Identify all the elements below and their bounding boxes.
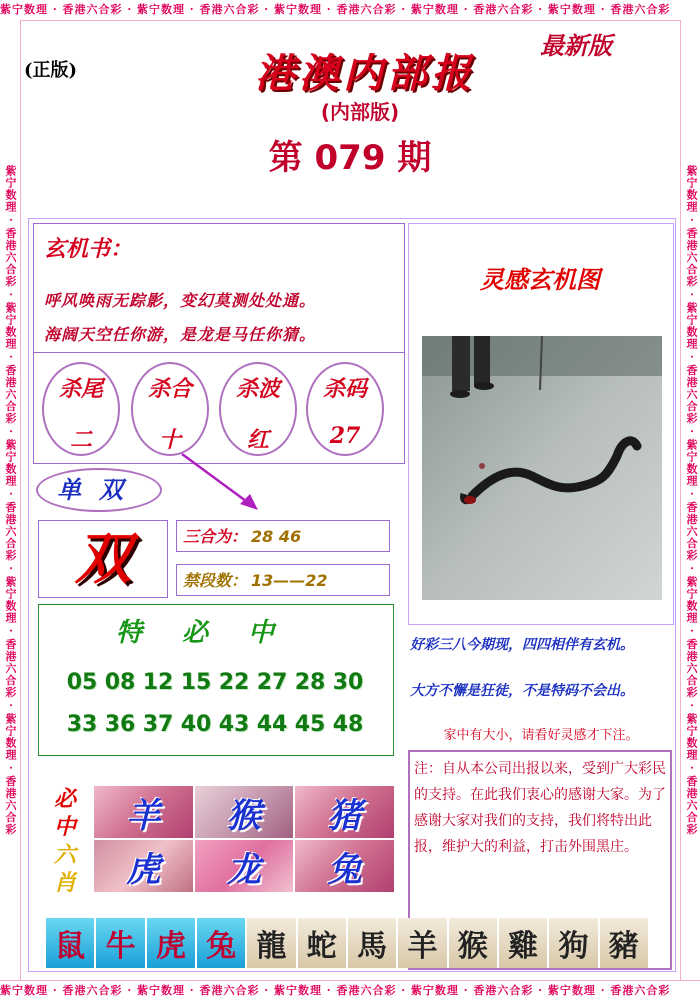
oval-value: 27: [329, 423, 361, 449]
issue-number: 第 079 期: [268, 138, 432, 178]
zodiac-tile: 雞: [499, 918, 547, 968]
number: 43: [218, 712, 250, 737]
zodiac-tile: 牛: [96, 918, 144, 968]
xuanji-line-1: 呼风唤雨无踪影，变幻莫测处处通。: [44, 291, 317, 310]
zodiac-cell: 龙: [195, 840, 294, 892]
sanhe-value: 28 46: [251, 527, 302, 546]
zodiac-tile: 狗: [549, 918, 597, 968]
poem-line-1: 好彩三八今期现，四四相伴有玄机。: [410, 637, 634, 653]
zodiac-tile: 龍: [247, 918, 295, 968]
poem-line-3: 家中有大小，请看好灵感才下注。: [443, 728, 639, 743]
number: 28: [294, 670, 326, 695]
bizhong-char: 六: [53, 842, 76, 868]
oval-key: 杀合: [147, 376, 192, 402]
bizhong-char: 肖: [53, 870, 76, 896]
edition-left: (正版): [24, 60, 78, 81]
page-title: 港澳内部报: [255, 50, 475, 97]
number: 15: [180, 670, 212, 695]
note-text: 注：自从本公司出报以来，受到广大彩民的支持。在此我们衷心的感谢大家。为了感谢大家对我们的支持，我们将特出此报，维护大的利益，打击外围黑庄。: [414, 761, 666, 855]
number: 40: [180, 712, 212, 737]
zodiac-cell: 羊: [94, 786, 193, 838]
oval-sha-wei: [42, 362, 120, 456]
zodiac-tile: 虎: [147, 918, 195, 968]
tebi-title: 特必中: [115, 618, 314, 648]
xuanji-line-2: 海阔天空任你游，是龙是马任你猜。: [44, 325, 317, 344]
number: 45: [294, 712, 326, 737]
bizhong-char: 中: [53, 814, 76, 840]
number: 44: [256, 712, 288, 737]
edition-right: 最新版: [540, 31, 612, 60]
oval-value: 十: [158, 427, 181, 453]
number: 27: [256, 670, 288, 695]
bizhong-label: [50, 785, 80, 897]
number: 33: [66, 712, 98, 737]
sanhe-label: 三合为：: [183, 527, 248, 546]
zodiac-bar: [46, 918, 650, 968]
lingg-title: 灵感玄机图: [480, 265, 600, 294]
shuang-text: 双: [75, 526, 131, 592]
number: 05: [66, 670, 98, 695]
tebi-row-1: [38, 670, 392, 695]
border-left: 紫宁数理 · 香港六合彩 · 紫宁数理 · 香港六合彩 · 紫宁数理 · 香港六合彩 · 紫宁数理 · 香港六合彩 · 紫宁数理 · 香港六合彩: [0, 20, 21, 980]
zodiac-cell: 猴: [195, 786, 294, 838]
zodiac-tile: 蛇: [298, 918, 346, 968]
poem-line-2: 大方不懈是狂徒，不是特码不会出。: [410, 683, 634, 699]
jinduan-label: 禁段数：: [183, 571, 248, 590]
oval-value: 红: [246, 427, 269, 453]
zodiac-cell: 猪: [295, 786, 394, 838]
number: 22: [218, 670, 250, 695]
snake-photo: [422, 336, 662, 600]
zodiac-cell: 虎: [94, 840, 193, 892]
jinduan-value: 13——22: [251, 571, 328, 590]
zodiac-tile: 鼠: [46, 918, 94, 968]
oval-sha-ma: [306, 362, 384, 456]
oval-key: 杀码: [322, 376, 367, 402]
border-right: 紫宁数理 · 香港六合彩 · 紫宁数理 · 香港六合彩 · 紫宁数理 · 香港六合彩 · 紫宁数理 · 香港六合彩 · 紫宁数理 · 香港六合彩: [680, 20, 700, 980]
number: 30: [332, 670, 364, 695]
zodiac-tile: 兔: [197, 918, 245, 968]
oval-value: 二: [69, 427, 92, 453]
shuang-panel: [38, 520, 168, 598]
xuanji-title: 玄机书：: [44, 236, 133, 262]
arrow-icon: [180, 452, 260, 512]
border-top: 紫宁数理 · 香港六合彩 · 紫宁数理 · 香港六合彩 · 紫宁数理 · 香港六合彩 · 紫宁数理 · 香港六合彩 · 紫宁数理 · 香港六合彩: [0, 0, 700, 21]
number: 08: [104, 670, 136, 695]
number: 36: [104, 712, 136, 737]
oval-sha-bo: [219, 362, 297, 456]
page-subtitle: (内部版): [320, 100, 400, 124]
zodiac-grid: [94, 786, 394, 892]
number: 37: [142, 712, 174, 737]
number: 12: [142, 670, 174, 695]
border-bottom: 紫宁数理 · 香港六合彩 · 紫宁数理 · 香港六合彩 · 紫宁数理 · 香港六合彩 · 紫宁数理 · 香港六合彩 · 紫宁数理 · 香港六合彩: [0, 980, 700, 1001]
zodiac-tile: 猴: [449, 918, 497, 968]
zodiac-tile: 馬: [348, 918, 396, 968]
oval-sha-he: [131, 362, 209, 456]
jinduan-panel: [176, 564, 390, 596]
zodiac-tile: 羊: [398, 918, 446, 968]
oval-key: 杀尾: [58, 376, 103, 402]
number: 48: [332, 712, 364, 737]
zodiac-cell: 兔: [295, 840, 394, 892]
sanhe-panel: [176, 520, 390, 552]
zodiac-tile: 豬: [600, 918, 648, 968]
bizhong-char: 必: [53, 786, 76, 812]
oval-key: 杀波: [235, 376, 280, 402]
dan-shuang-oval: 单双: [36, 468, 162, 512]
tebi-row-2: [38, 712, 392, 737]
